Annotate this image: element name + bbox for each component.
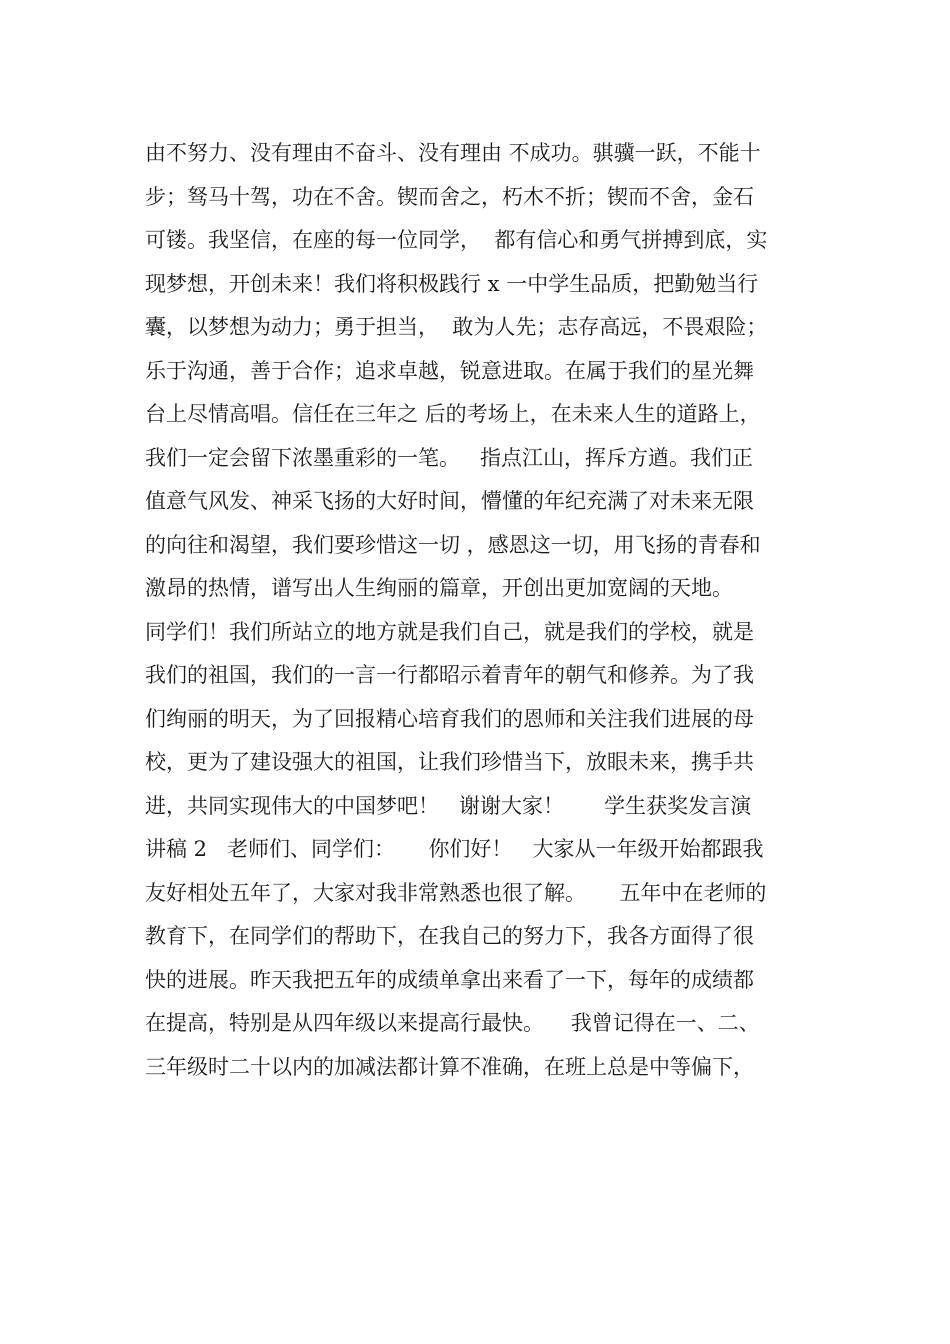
body-text [145, 132, 815, 1089]
text-line: 台上尽情高唱。信任在三年之 后的考场上，在未来人生的道路上， [145, 402, 761, 426]
text-line: 进，共同实现伟大的中国梦吧！ 谢谢大家！ 学生获奖发言演 [145, 793, 752, 818]
text-line: 由不努力、没有理由不奋斗、没有理由 不成功。骐骥一跃，不能十 [145, 141, 761, 165]
text-line: 的向往和渴望，我们要珍惜这一切 ，感恩这一切，用飞扬的青春和 [145, 532, 761, 557]
text-line: 在提高，特别是从四年级以来提高行最快。 我曾记得在一、二、 [145, 1011, 760, 1035]
text-line: 步；驽马十驾，功在不舍。锲而舍之，朽木不折；锲而不舍，金石 [145, 184, 754, 209]
text-line: 三年级时二十以内的加减法都计算不准确，在班上总是中等偏下， [145, 1054, 754, 1079]
text-line: 教育下，在同学们的帮助下，在我自己的努力下，我各方面得了很 [145, 924, 754, 948]
text-line: 讲稿 2 老师们、同学们： 你们好！ 大家从一年级开始都跟我 [145, 837, 764, 861]
text-line: 我们一定会留下浓墨重彩的一笔。 指点江山，挥斥方遒。我们正 [145, 445, 754, 470]
text-line: 友好相处五年了，大家对我非常熟悉也很了解。 五年中在老师的 [145, 880, 767, 905]
text-line: 我们的祖国，我们的一言一行都昭示着青年的朝气和修养。为了我 [145, 663, 754, 687]
text-line: 们绚丽的明天，为了回报精心培育我们的恩师和关注我们进展的母 [145, 706, 754, 731]
text-line: 校，更为了建设强大的祖国，让我们珍惜当下，放眼未来，携手共 [145, 750, 754, 774]
text-line: 激昂的热情，谱写出人生绚丽的篇章，开创出更加宽阔的天地。 [145, 576, 733, 600]
text-line: 囊，以梦想为动力；勇于担当， 敢为人先；志存高远，不畏艰险； [145, 315, 768, 339]
text-line: 快的进展。昨天我把五年的成绩单拿出来看了一下，每年的成绩都 [145, 967, 754, 992]
text-line: 现梦想，开创未来！我们将积极践行 x 一中学生品质，把勤勉当行 [145, 271, 759, 296]
text-line: 同学们！我们所站立的地方就是我们自己，就是我们的学校，就是 [145, 619, 754, 644]
text-line: 可镂。我坚信，在座的每一位同学， 都有信心和勇气拼搏到底，实 [145, 228, 768, 252]
text-line: 值意气风发、神采飞扬的大好时间，懵懂的年纪充满了对未来无限 [145, 489, 754, 513]
text-line: 乐于沟通，善于合作；追求卓越，锐意进取。在属于我们的星光舞 [145, 358, 754, 383]
